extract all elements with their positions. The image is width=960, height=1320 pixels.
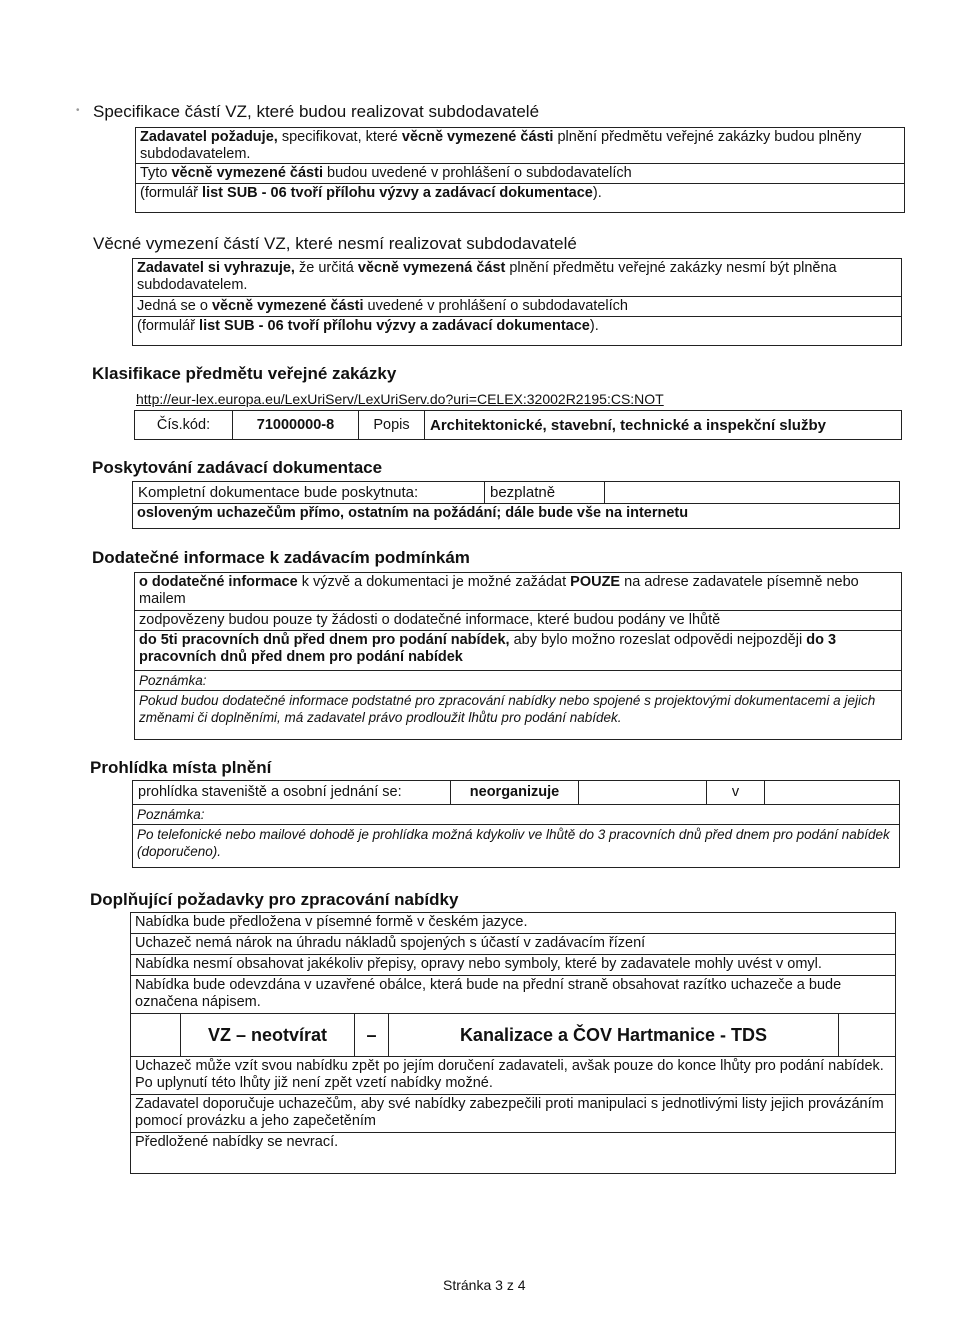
subcontractor-spec-box — [135, 127, 905, 213]
site-visit-note-label: Poznámka: — [133, 805, 899, 825]
bullet-mark: • — [76, 105, 80, 116]
description-label: Popis — [359, 411, 425, 439]
site-visit-row-1 — [133, 781, 899, 805]
site-visit-label: prohlídka staveniště a osobní jednání se: — [133, 781, 451, 804]
envelope-label-right: Kanalizace a ČOV Hartmanice - TDS — [389, 1014, 839, 1056]
documentation-row-1 — [133, 482, 899, 504]
subcontractor-spec-row-3: (formulář list SUB - 06 tvoří přílohu výzvy a zadávací dokumentace). — [140, 185, 602, 201]
site-visit-value: neorganizuje — [451, 781, 579, 804]
documentation-box — [132, 481, 900, 529]
page-number: Stránka 3 z 4 — [443, 1277, 526, 1293]
documentation-value: bezplatně — [485, 482, 605, 503]
restricted-parts-row-2: Jedná se o věcně vymezené části uvedené v prohlášení o subdodavatelích — [133, 297, 901, 317]
restricted-parts-box — [132, 258, 902, 346]
documentation-label: Kompletní dokumentace bude poskytnuta: — [133, 482, 485, 503]
code-value: 71000000-8 — [233, 411, 359, 439]
site-visit-box — [132, 780, 900, 868]
section-documentation-heading: Poskytování zadávací dokumentace — [92, 458, 383, 477]
restricted-parts-row-1: Zadavatel si vyhrazuje, že určitá věcně vymezená část plnění předmětu veřejné zakázky nesmí být plněna subdodavatelem. — [133, 259, 901, 297]
subcontractor-spec-row-2: Tyto věcně vymezené části budou uvedené v prohlášení o subdodavatelích — [136, 164, 904, 184]
eur-lex-link[interactable]: http://eur-lex.europa.eu/LexUriServ/LexUriServ.do?uri=CELEX:32002R2195:CS:NOT — [136, 391, 664, 407]
restricted-parts-row-3: (formulář list SUB - 06 tvoří přílohu výzvy a zadávací dokumentace). — [137, 318, 599, 334]
envelope-spacer — [131, 1014, 181, 1056]
section-additional-info-heading: Dodatečné informace k zadávacím podmínkám — [92, 548, 470, 567]
section-subcontractor-spec-heading: Specifikace částí VZ, které budou realizovat subdodavatelé — [93, 102, 540, 121]
section-classification-heading: Klasifikace předmětu veřejné zakázky — [92, 364, 397, 383]
requirement-row-1: Nabídka bude předložena v písemné formě v českém jazyce. — [131, 913, 895, 934]
additional-info-row-1: o dodatečné informace k výzvě a dokumentaci je možné zažádat POUZE na adrese zadavatele písemně nebo mailem — [135, 573, 901, 611]
requirement-row-2: Uchazeč nemá nárok na úhradu nákladů spojených s účastí v zadávacím řízení — [131, 934, 895, 955]
code-label: Čís.kód: — [135, 411, 233, 439]
additional-info-box — [134, 572, 902, 740]
requirement-row-6: Zadavatel doporučuje uchazečům, aby své nabídky zabezpečili proti manipulaci s jednotlivými listy jejich provázáním pomocí provázku a jeho zapečetěním — [131, 1095, 895, 1133]
envelope-label-left: VZ – neotvírat — [181, 1014, 355, 1056]
section-restricted-parts-heading: Věcné vymezení částí VZ, které nesmí realizovat subdodavatelé — [93, 234, 577, 253]
section-site-visit-heading: Prohlídka místa plnění — [90, 758, 272, 777]
additional-info-note: Pokud budou dodatečné informace podstatné pro zpracování nabídky nebo spojené s projektovými dokumentacemi a jejich změnami či doplněními, má zadavatel právo prodloužit lhůtu pro podání nabídek. — [139, 693, 876, 725]
description-value: Architektonické, stavební, technické a inspekční služby — [430, 416, 826, 434]
envelope-label-dash: – — [355, 1014, 389, 1056]
requirement-row-5: Uchazeč může vzít svou nabídku zpět po jejím doručení zadavateli, avšak pouze do konce lhůty pro podání nabídek. Po uplynutí této lhůty již není zpět vzetí nabídky možné. — [131, 1057, 895, 1095]
additional-requirements-box — [130, 912, 896, 1174]
additional-info-note-label: Poznámka: — [135, 671, 901, 691]
site-visit-note: Po telefonické nebo mailové dohodě je prohlídka možná kdykoliv ve lhůtě do 3 pracovních dnů před dnem pro podání nabídek (doporučeno). — [137, 827, 890, 859]
classification-table — [134, 410, 902, 440]
site-visit-spacer — [579, 781, 707, 804]
site-visit-extra: v — [707, 781, 765, 804]
subcontractor-spec-row-1: Zadavatel požaduje, specifikovat, které věcně vymezené části plnění předmětu veřejné zakázky budou plněny subdodavatelem. — [136, 128, 904, 164]
documentation-note: osloveným uchazečům přímo, ostatním na požádání; dále bude vše na internetu — [137, 505, 689, 521]
requirement-row-7: Předložené nabídky se nevrací. — [135, 1134, 339, 1150]
envelope-label-row — [131, 1014, 895, 1057]
additional-info-row-2: zodpovězeny budou pouze ty žádosti o dodatečné informace, které budou podány ve lhůtě — [135, 611, 901, 631]
additional-info-row-3: do 5ti pracovních dnů před dnem pro podání nabídek, aby bylo možno rozeslat odpovědi nejpozději do 3 pracovních dnů před dnem pro podání nabídek — [135, 631, 901, 671]
requirement-row-3: Nabídka nesmí obsahovat jakékoliv přepisy, opravy nebo symboly, které by zadavatele mohly uvést v omyl. — [131, 955, 895, 976]
requirement-row-4: Nabídka bude odevzdána v uzavřené obálce, která bude na přední straně obsahovat razítko uchazeče a bude označena nápisem. — [131, 976, 895, 1014]
section-additional-requirements-heading: Doplňující požadavky pro zpracování nabídky — [90, 890, 459, 909]
